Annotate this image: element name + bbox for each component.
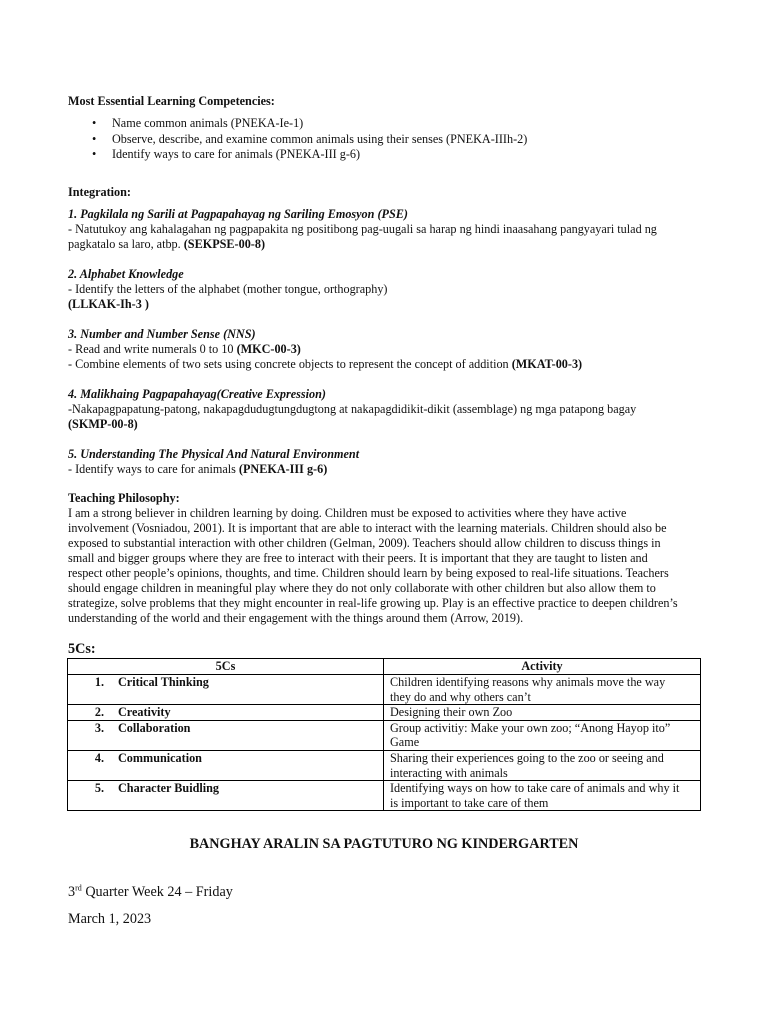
activity-cell: Group activitiy: Make your own zoo; “Anong Hayop ito” Game	[384, 720, 701, 750]
lesson-date: March 1, 2023	[68, 911, 152, 927]
paragraph-line: I am a strong believer in children learning by doing. Children must be exposed to activities where they have active	[68, 506, 627, 520]
paragraph-line: small and bigger groups where they are free to interact with their peers. It is important that they are taught to listen and	[68, 551, 648, 565]
section-title: 3. Number and Number Sense (NNS)	[68, 327, 256, 341]
philosophy-heading: Teaching Philosophy:	[68, 491, 180, 505]
list-item: • Name common animals (PNEKA-Ie-1)	[92, 116, 304, 130]
paragraph-line: respect other people’s opinions, thoughts, and time. Children should learn by being exposed to real-life situations. Teachers	[68, 566, 669, 580]
fivec-table	[67, 658, 701, 811]
skill-cell: 2. Creativity	[68, 705, 384, 721]
section-text: - Combine elements of two sets using concrete objects to represent the concept of addition	[68, 357, 512, 371]
list-item: • Identify ways to care for animals (PNEKA-III g-6)	[92, 147, 361, 161]
paragraph-line: exposed to substantial interaction with other children (Gelman, 2009). Teachers should allow children to discuss things in	[68, 536, 661, 550]
table-row	[68, 720, 701, 750]
philosophy-paragraph	[68, 506, 718, 626]
competency-code: (LLKAK-Ih-3 )	[68, 297, 149, 311]
column-header-activity: Activity	[384, 659, 701, 675]
table-row	[68, 675, 701, 705]
section-title: 5. Understanding The Physical And Natural Environment	[68, 447, 360, 461]
quarter-week-line: 3rd Quarter Week 24 – Friday	[68, 883, 233, 900]
paragraph-line: involvement (Vosniadou, 2001). It is important that are able to interact with the learning materials. Children should also be	[68, 521, 667, 535]
competency-code: (MKC-00-3)	[236, 342, 301, 356]
table-row	[68, 705, 701, 721]
integration-section-3	[68, 327, 708, 372]
paragraph-line: understanding of the world and their engagement with the things around them (Arrow, 2019).	[68, 611, 524, 625]
section-text: - Natutukoy ang kahalagahan ng pagpapakita ng positibong pag-uugali sa harap ng hindi inaasahang pangyayari tulad ng	[68, 222, 657, 236]
activity-cell: Identifying ways on how to take care of animals and why it is important to take care of them	[384, 781, 701, 811]
section-text: - Identify the letters of the alphabet (mother tongue, orthography)	[68, 282, 388, 296]
table-row	[68, 750, 701, 780]
skill-cell: 5. Character Buidling	[68, 781, 384, 811]
competency-code: (SEKPSE-00-8)	[183, 237, 266, 251]
competencies-heading: Most Essential Learning Competencies:	[68, 94, 275, 108]
list-item: • Observe, describe, and examine common animals using their senses (PNEKA-IIIh-2)	[92, 131, 528, 146]
skill-cell: 4. Communication	[68, 750, 384, 780]
competency-code: (MKAT-00-3)	[511, 357, 583, 371]
section-text: pagkatalo sa laro, atbp.	[68, 237, 184, 251]
integration-heading: Integration:	[68, 185, 131, 199]
paragraph-line: strategize, solve problems that they might encounter in real-life growing up. Play is an effective practice to deepen children’s	[68, 596, 678, 610]
fivec-heading: 5Cs:	[68, 641, 96, 657]
table-header-row	[68, 659, 701, 675]
section-title: 2. Alphabet Knowledge	[68, 267, 184, 281]
integration-section-2	[68, 267, 708, 312]
activity-cell: Designing their own Zoo	[384, 705, 701, 721]
integration-section-1	[68, 207, 708, 252]
skill-cell: 1. Critical Thinking	[68, 675, 384, 705]
section-text: - Identify ways to care for animals	[68, 462, 239, 476]
lesson-plan-title: BANGHAY ARALIN SA PAGTUTURO NG KINDERGARTEN	[189, 836, 579, 852]
section-text: -Nakapagpapatung-patong, nakapagdudugtungdugtong at nakapagdidikit-dikit (assemblage) ng mga patapong bagay	[68, 402, 637, 416]
activity-cell: Sharing their experiences going to the zoo or seeing and interacting with animals	[384, 750, 701, 780]
competencies-list	[92, 116, 712, 163]
column-header-5cs: 5Cs	[68, 659, 384, 675]
paragraph-line: should engage children in meaningful play where they do not only collaborate with other children but also allow them to	[68, 581, 656, 595]
competency-code: (SKMP-00-8)	[68, 417, 138, 431]
activity-cell: Children identifying reasons why animals move the way they do and why others can’t	[384, 675, 701, 705]
table-row	[68, 781, 701, 811]
section-title: 1. Pagkilala ng Sarili at Pagpapahayag ng Sariling Emosyon (PSE)	[68, 207, 408, 221]
integration-section-5	[68, 447, 708, 477]
competency-code: (PNEKA-III g-6)	[238, 462, 328, 476]
integration-section-4	[68, 387, 708, 432]
section-text: - Read and write numerals 0 to 10	[68, 342, 237, 356]
skill-cell: 3. Collaboration	[68, 720, 384, 750]
section-title: 4. Malikhaing Pagpapahayag(Creative Expression)	[68, 387, 326, 401]
